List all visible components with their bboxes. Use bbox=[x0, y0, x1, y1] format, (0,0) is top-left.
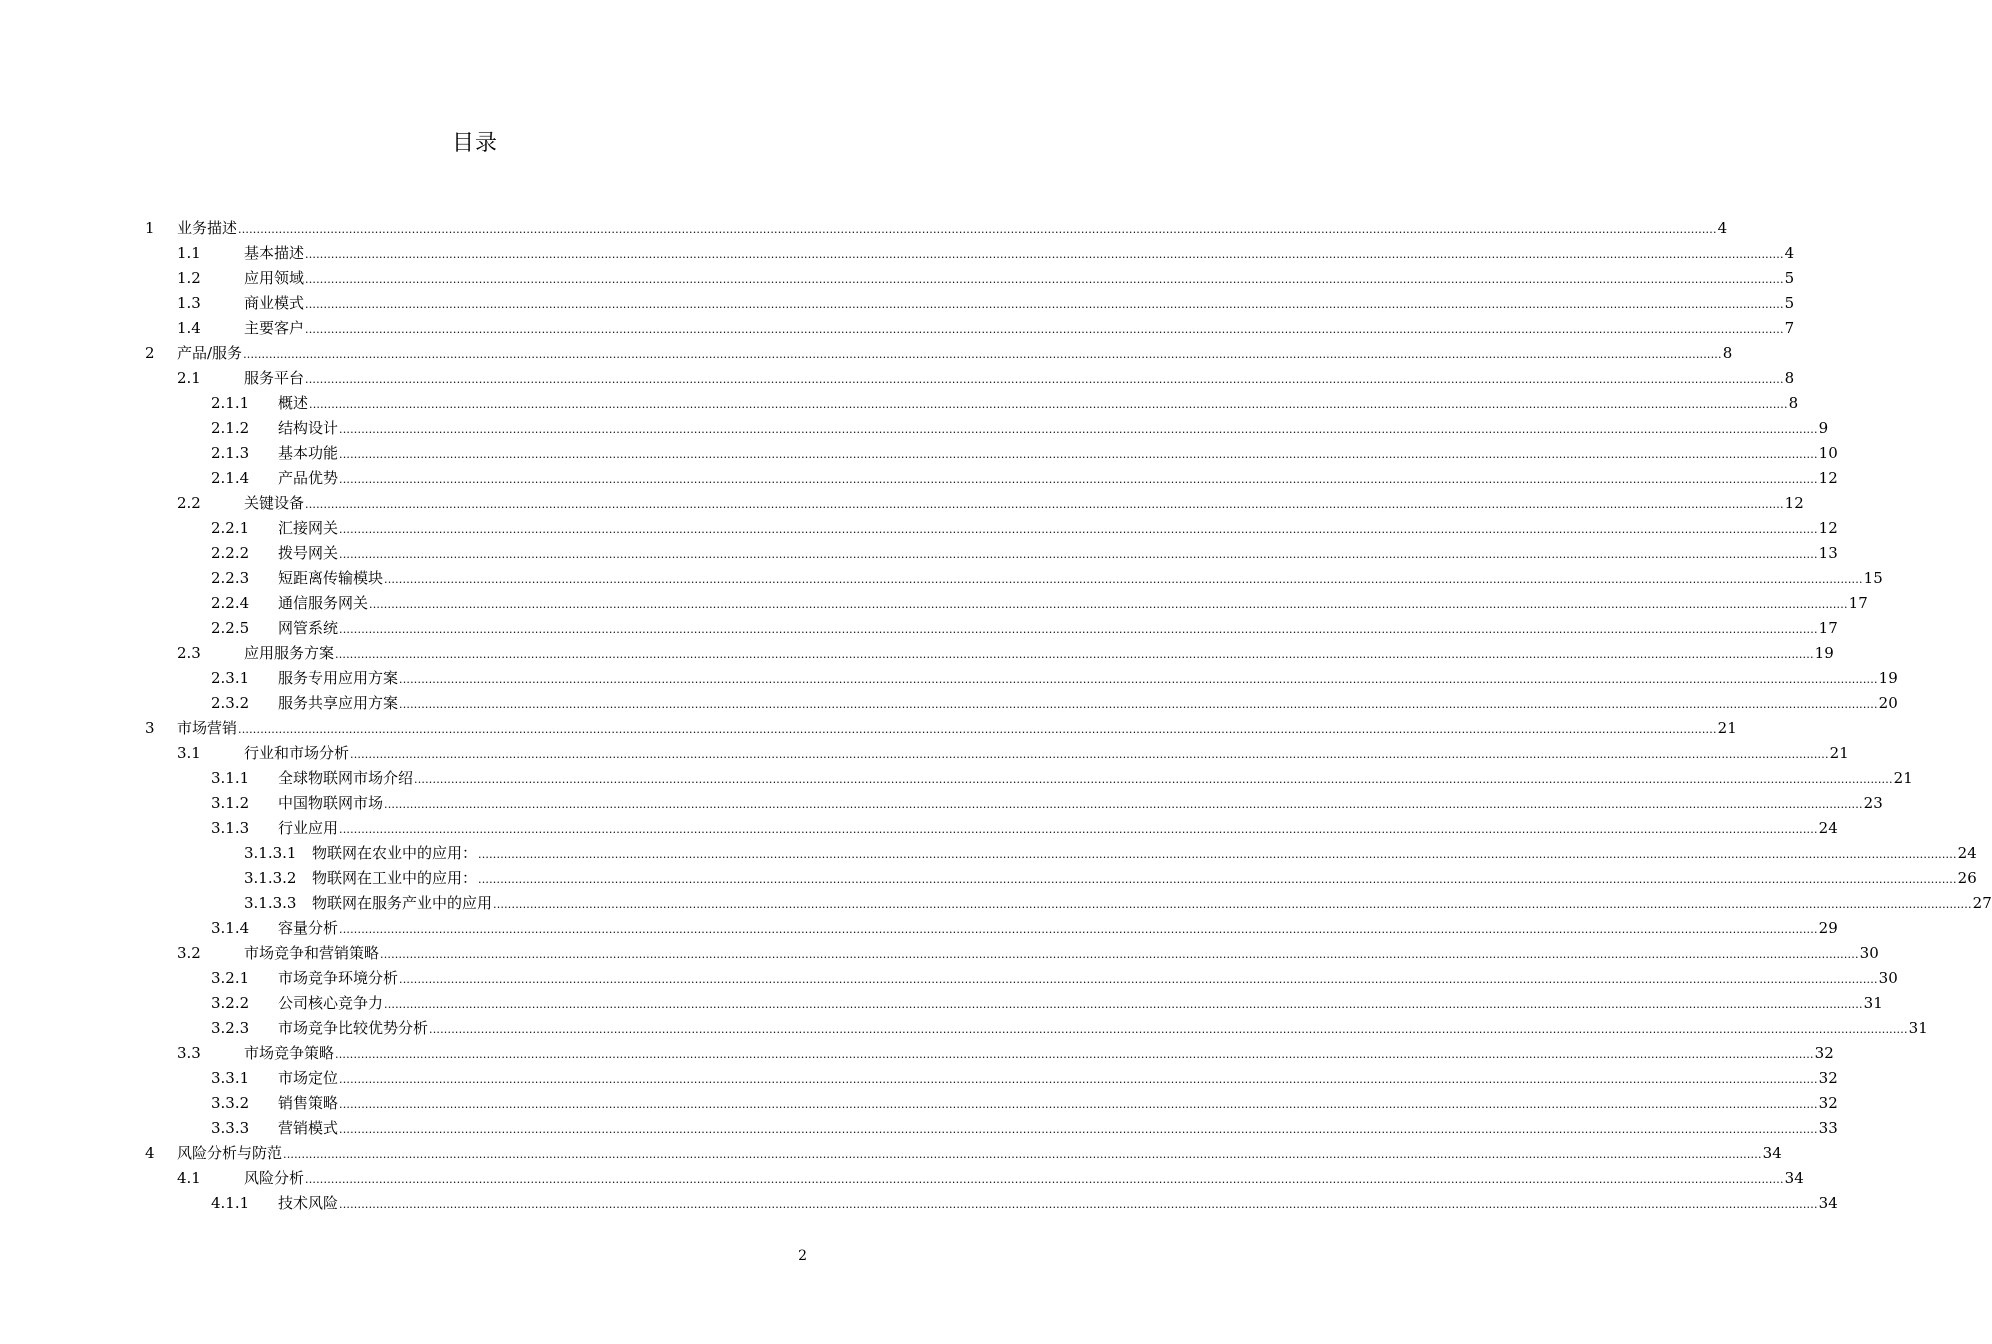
toc-entry-page: 30 bbox=[1859, 943, 1879, 962]
toc-dot-leader: ................................................................................................................................................................................................................................................................................................................................................................................................................ bbox=[339, 1122, 1818, 1136]
toc-entry-title: 风险分析与防范 bbox=[177, 1143, 283, 1162]
toc-entry-title: 市场营销 bbox=[177, 718, 238, 737]
toc-entry-number: 3.3.3 bbox=[211, 1119, 250, 1137]
toc-dot-leader: ................................................................................................................................................................................................................................................................................................................................................................................................................ bbox=[399, 972, 1878, 986]
toc-entry[interactable] bbox=[0, 616, 1838, 641]
toc-dot-leader: ................................................................................................................................................................................................................................................................................................................................................................................................................ bbox=[478, 847, 1957, 861]
toc-entry-number: 3.2.3 bbox=[211, 1019, 250, 1037]
toc-entry-page: 12 bbox=[1818, 468, 1838, 487]
toc-entry-page: 21 bbox=[1829, 743, 1849, 762]
page-title: 目录 bbox=[451, 131, 498, 156]
toc-entry-line bbox=[244, 491, 1804, 517]
toc-entry-page: 30 bbox=[1878, 968, 1898, 987]
toc-entry[interactable] bbox=[0, 391, 1799, 416]
toc-entry-number: 1.2 bbox=[177, 269, 201, 287]
toc-entry-number: 1 bbox=[145, 219, 155, 237]
toc-entry[interactable] bbox=[0, 416, 1829, 441]
toc-entry-number: 1.4 bbox=[177, 319, 201, 337]
toc-entry-title: 汇接网关 bbox=[278, 518, 339, 537]
toc-entry-line bbox=[244, 316, 1795, 342]
toc-entry-title: 行业应用 bbox=[278, 818, 339, 837]
toc-dot-leader: ................................................................................................................................................................................................................................................................................................................................................................................................................ bbox=[369, 597, 1848, 611]
toc-entry-line bbox=[278, 566, 1883, 592]
toc-entry-line bbox=[278, 391, 1799, 417]
toc-entry-page: 17 bbox=[1848, 593, 1868, 612]
toc-entry-page: 34 bbox=[1762, 1143, 1782, 1162]
toc-entry-page: 10 bbox=[1818, 443, 1838, 462]
toc-entry[interactable] bbox=[0, 291, 1795, 316]
toc-entry-number: 3.1.4 bbox=[211, 919, 250, 937]
toc-dot-leader: ................................................................................................................................................................................................................................................................................................................................................................................................................ bbox=[339, 472, 1818, 486]
toc-dot-leader: ................................................................................................................................................................................................................................................................................................................................................................................................................ bbox=[309, 397, 1788, 411]
toc-entry-number: 2.2 bbox=[177, 494, 201, 512]
toc-entry-number: 2.3.1 bbox=[211, 669, 250, 687]
toc-entry[interactable] bbox=[0, 466, 1838, 491]
toc-entry-title: 全球物联网市场介绍 bbox=[278, 768, 414, 787]
toc-entry-line bbox=[278, 1066, 1838, 1092]
toc-entry-page: 24 bbox=[1818, 818, 1838, 837]
toc-entry-title: 关键设备 bbox=[244, 493, 305, 512]
toc-entry-number: 3.2.1 bbox=[211, 969, 250, 987]
toc-entry-line bbox=[312, 841, 1977, 867]
toc-entry-line bbox=[177, 341, 1733, 367]
toc-entry-title: 行业和市场分析 bbox=[244, 743, 350, 762]
toc-entry[interactable] bbox=[0, 516, 1838, 541]
toc-entry[interactable] bbox=[0, 941, 1879, 966]
toc-entry-number: 2.3.2 bbox=[211, 694, 250, 712]
toc-entry-line bbox=[278, 616, 1838, 642]
toc-dot-leader: ................................................................................................................................................................................................................................................................................................................................................................................................................ bbox=[399, 672, 1878, 686]
toc-entry-number: 3.1.2 bbox=[211, 794, 250, 812]
toc-entry-line bbox=[177, 1141, 1782, 1167]
toc-entry-number: 3.1.3 bbox=[211, 819, 250, 837]
toc-entry-title: 容量分析 bbox=[278, 918, 339, 937]
toc-entry-page: 24 bbox=[1957, 843, 1977, 862]
toc-entry-page: 4 bbox=[1784, 243, 1795, 262]
toc-entry-title: 物联网在工业中的应用： bbox=[312, 868, 478, 887]
toc-dot-leader: ................................................................................................................................................................................................................................................................................................................................................................................................................ bbox=[305, 322, 1784, 336]
toc-entry-title: 产品优势 bbox=[278, 468, 339, 487]
toc-entry-title: 基本功能 bbox=[278, 443, 339, 462]
toc-entry-line bbox=[278, 591, 1868, 617]
toc-entry-number: 3.1 bbox=[177, 744, 201, 762]
toc-entry-number: 2.2.4 bbox=[211, 594, 250, 612]
toc-entry-title: 物联网在农业中的应用： bbox=[312, 843, 478, 862]
toc-entry-line bbox=[278, 1116, 1838, 1142]
toc-entry-line bbox=[278, 666, 1898, 692]
toc-entry-page: 26 bbox=[1957, 868, 1977, 887]
toc-entry-title: 服务共享应用方案 bbox=[278, 693, 399, 712]
toc-entry-page: 8 bbox=[1722, 343, 1733, 362]
toc-entry[interactable] bbox=[0, 716, 1737, 741]
toc-entry-page: 17 bbox=[1818, 618, 1838, 637]
toc-entry-title: 市场竞争环境分析 bbox=[278, 968, 399, 987]
toc-entry-number: 3.3.2 bbox=[211, 1094, 250, 1112]
toc-entry[interactable] bbox=[0, 341, 1733, 366]
toc-entry-line bbox=[278, 991, 1883, 1017]
toc-dot-leader: ................................................................................................................................................................................................................................................................................................................................................................................................................ bbox=[339, 922, 1818, 936]
page-number: 2 bbox=[798, 1248, 807, 1264]
toc-dot-leader: ................................................................................................................................................................................................................................................................................................................................................................................................................ bbox=[238, 722, 1717, 736]
toc-dot-leader: ................................................................................................................................................................................................................................................................................................................................................................................................................ bbox=[478, 872, 1957, 886]
toc-entry[interactable] bbox=[0, 666, 1898, 691]
toc-entry-title: 中国物联网市场 bbox=[278, 793, 384, 812]
toc-entry[interactable] bbox=[0, 241, 1795, 266]
toc-entry-page: 19 bbox=[1814, 643, 1834, 662]
toc-entry[interactable] bbox=[0, 266, 1795, 291]
toc-entry-page: 32 bbox=[1814, 1043, 1834, 1062]
toc-entry-number: 2.2.3 bbox=[211, 569, 250, 587]
toc-entry-line bbox=[244, 241, 1795, 267]
toc-entry-line bbox=[278, 1016, 1928, 1042]
toc-dot-leader: ................................................................................................................................................................................................................................................................................................................................................................................................................ bbox=[384, 997, 1863, 1011]
toc-entry-page: 29 bbox=[1818, 918, 1838, 937]
toc-dot-leader: ................................................................................................................................................................................................................................................................................................................................................................................................................ bbox=[384, 797, 1863, 811]
toc-dot-leader: ................................................................................................................................................................................................................................................................................................................................................................................................................ bbox=[429, 1022, 1908, 1036]
toc-entry-line bbox=[244, 641, 1834, 667]
toc-entry-line bbox=[278, 916, 1838, 942]
toc-entry-line bbox=[278, 1091, 1838, 1117]
toc-entry-number: 3.1.3.1 bbox=[244, 844, 297, 862]
toc-entry[interactable] bbox=[0, 441, 1838, 466]
toc-entry-page: 32 bbox=[1818, 1093, 1838, 1112]
toc-entry-line bbox=[278, 766, 1913, 792]
toc-dot-leader: ................................................................................................................................................................................................................................................................................................................................................................................................................ bbox=[350, 747, 1829, 761]
toc-entry-page: 32 bbox=[1818, 1068, 1838, 1087]
toc-entry-number: 3.2.2 bbox=[211, 994, 250, 1012]
toc-entry-title: 服务专用应用方案 bbox=[278, 668, 399, 687]
toc-dot-leader: ................................................................................................................................................................................................................................................................................................................................................................................................................ bbox=[339, 447, 1818, 461]
toc-entry-line bbox=[244, 1041, 1834, 1067]
toc-entry[interactable] bbox=[0, 316, 1795, 341]
toc-entry-page: 34 bbox=[1784, 1168, 1804, 1187]
toc-entry-page: 27 bbox=[1972, 893, 1992, 912]
toc-entry-line bbox=[244, 1166, 1804, 1192]
toc-entry-number: 1.1 bbox=[177, 244, 201, 262]
toc-dot-leader: ................................................................................................................................................................................................................................................................................................................................................................................................................ bbox=[339, 522, 1818, 536]
toc-entry-page: 20 bbox=[1878, 693, 1898, 712]
toc-entry-line bbox=[278, 416, 1829, 442]
toc-entry-page: 21 bbox=[1893, 768, 1913, 787]
toc-entry[interactable] bbox=[0, 1166, 1804, 1191]
toc-entry-title: 销售策略 bbox=[278, 1093, 339, 1112]
toc-entry-number: 4.1.1 bbox=[211, 1194, 250, 1212]
toc-entry-title: 业务描述 bbox=[177, 218, 238, 237]
toc-entry-page: 15 bbox=[1863, 568, 1883, 587]
toc-dot-leader: ................................................................................................................................................................................................................................................................................................................................................................................................................ bbox=[335, 647, 1814, 661]
toc-entry[interactable] bbox=[0, 541, 1838, 566]
toc-dot-leader: ................................................................................................................................................................................................................................................................................................................................................................................................................ bbox=[493, 897, 1972, 911]
toc-entry-title: 主要客户 bbox=[244, 318, 305, 337]
toc-entry-page: 21 bbox=[1717, 718, 1737, 737]
toc-entry-page: 13 bbox=[1818, 543, 1838, 562]
toc-entry[interactable] bbox=[0, 916, 1838, 941]
toc-dot-leader: ................................................................................................................................................................................................................................................................................................................................................................................................................ bbox=[339, 1197, 1818, 1211]
toc-entry-title: 应用服务方案 bbox=[244, 643, 335, 662]
toc-dot-leader: ................................................................................................................................................................................................................................................................................................................................................................................................................ bbox=[339, 422, 1818, 436]
toc-entry-page: 34 bbox=[1818, 1193, 1838, 1212]
toc-entry[interactable] bbox=[0, 1116, 1838, 1141]
toc-entry[interactable] bbox=[0, 1066, 1838, 1091]
toc-dot-leader: ................................................................................................................................................................................................................................................................................................................................................................................................................ bbox=[305, 372, 1784, 386]
toc-dot-leader: ................................................................................................................................................................................................................................................................................................................................................................................................................ bbox=[384, 572, 1863, 586]
toc-dot-leader: ................................................................................................................................................................................................................................................................................................................................................................................................................ bbox=[335, 1047, 1814, 1061]
toc-entry[interactable] bbox=[0, 691, 1898, 716]
toc-entry-title: 市场竞争比较优势分析 bbox=[278, 1018, 429, 1037]
toc-entry-number: 4.1 bbox=[177, 1169, 201, 1187]
toc-entry-line bbox=[278, 466, 1838, 492]
toc-entry-line bbox=[278, 1191, 1838, 1217]
toc-entry-title: 市场竞争和营销策略 bbox=[244, 943, 380, 962]
toc-dot-leader: ................................................................................................................................................................................................................................................................................................................................................................................................................ bbox=[339, 822, 1818, 836]
toc-entry-title: 公司核心竞争力 bbox=[278, 993, 384, 1012]
toc-entry-number: 1.3 bbox=[177, 294, 201, 312]
toc-entry-title: 应用领域 bbox=[244, 268, 305, 287]
toc-entry-title: 短距离传输模块 bbox=[278, 568, 384, 587]
toc-entry-number: 4 bbox=[145, 1144, 155, 1162]
toc-entry-number: 2.1.3 bbox=[211, 444, 250, 462]
toc-entry[interactable] bbox=[0, 216, 1728, 241]
toc-entry[interactable] bbox=[0, 1041, 1834, 1066]
toc-entry-line bbox=[278, 791, 1883, 817]
toc-entry-title: 网管系统 bbox=[278, 618, 339, 637]
toc-entry-number: 3.2 bbox=[177, 944, 201, 962]
toc-entry-page: 8 bbox=[1784, 368, 1795, 387]
toc-entry-number: 2.1 bbox=[177, 369, 201, 387]
toc-entry[interactable] bbox=[0, 641, 1834, 666]
toc-entry-line bbox=[312, 866, 1977, 892]
toc-entry-page: 23 bbox=[1863, 793, 1883, 812]
toc-dot-leader: ................................................................................................................................................................................................................................................................................................................................................................................................................ bbox=[339, 1097, 1818, 1111]
toc-dot-leader: ................................................................................................................................................................................................................................................................................................................................................................................................................ bbox=[414, 772, 1893, 786]
toc-dot-leader: ................................................................................................................................................................................................................................................................................................................................................................................................................ bbox=[305, 1172, 1784, 1186]
toc-entry[interactable] bbox=[0, 741, 1849, 766]
toc-entry-line bbox=[244, 741, 1849, 767]
toc-dot-leader: ................................................................................................................................................................................................................................................................................................................................................................................................................ bbox=[380, 947, 1859, 961]
toc-entry-page: 9 bbox=[1818, 418, 1829, 437]
toc-dot-leader: ................................................................................................................................................................................................................................................................................................................................................................................................................ bbox=[238, 222, 1717, 236]
toc-entry-title: 市场定位 bbox=[278, 1068, 339, 1087]
toc-entry-line bbox=[312, 891, 1992, 917]
table-of-contents bbox=[0, 216, 1992, 1216]
toc-entry-page: 19 bbox=[1878, 668, 1898, 687]
toc-entry-title: 产品/服务 bbox=[177, 343, 243, 362]
toc-entry-line bbox=[177, 216, 1728, 242]
toc-entry-page: 5 bbox=[1784, 293, 1795, 312]
toc-entry-number: 2.2.5 bbox=[211, 619, 250, 637]
toc-dot-leader: ................................................................................................................................................................................................................................................................................................................................................................................................................ bbox=[283, 1147, 1762, 1161]
toc-entry[interactable] bbox=[0, 991, 1883, 1016]
toc-entry[interactable] bbox=[0, 566, 1883, 591]
toc-entry[interactable] bbox=[0, 1091, 1838, 1116]
toc-dot-leader: ................................................................................................................................................................................................................................................................................................................................................................................................................ bbox=[399, 697, 1878, 711]
toc-dot-leader: ................................................................................................................................................................................................................................................................................................................................................................................................................ bbox=[305, 297, 1784, 311]
toc-entry-page: 4 bbox=[1717, 218, 1728, 237]
toc-entry[interactable] bbox=[0, 966, 1898, 991]
toc-entry-number: 2 bbox=[145, 344, 155, 362]
toc-entry-number: 2.2.1 bbox=[211, 519, 250, 537]
toc-entry-line bbox=[278, 516, 1838, 542]
toc-entry[interactable] bbox=[0, 766, 1913, 791]
toc-dot-leader: ................................................................................................................................................................................................................................................................................................................................................................................................................ bbox=[243, 347, 1722, 361]
toc-entry-line bbox=[244, 366, 1795, 392]
toc-entry-number: 2.2.2 bbox=[211, 544, 250, 562]
toc-entry[interactable] bbox=[0, 491, 1804, 516]
toc-entry[interactable] bbox=[0, 791, 1883, 816]
toc-entry-page: 31 bbox=[1863, 993, 1883, 1012]
toc-entry-title: 拨号网关 bbox=[278, 543, 339, 562]
toc-entry-title: 服务平台 bbox=[244, 368, 305, 387]
toc-entry-line bbox=[278, 541, 1838, 567]
toc-entry-number: 3 bbox=[145, 719, 155, 737]
toc-entry-number: 2.1.1 bbox=[211, 394, 250, 412]
toc-entry[interactable] bbox=[0, 866, 1977, 891]
toc-entry-line bbox=[244, 266, 1795, 292]
toc-dot-leader: ................................................................................................................................................................................................................................................................................................................................................................................................................ bbox=[339, 622, 1818, 636]
toc-entry[interactable] bbox=[0, 841, 1977, 866]
toc-entry-title: 结构设计 bbox=[278, 418, 339, 437]
toc-dot-leader: ................................................................................................................................................................................................................................................................................................................................................................................................................ bbox=[305, 272, 1784, 286]
toc-entry-line bbox=[244, 941, 1879, 967]
toc-entry-title: 市场竞争策略 bbox=[244, 1043, 335, 1062]
toc-entry-line bbox=[278, 441, 1838, 467]
toc-dot-leader: ................................................................................................................................................................................................................................................................................................................................................................................................................ bbox=[339, 547, 1818, 561]
toc-entry[interactable] bbox=[0, 366, 1795, 391]
toc-entry-number: 3.1.3.3 bbox=[244, 894, 297, 912]
toc-entry[interactable] bbox=[0, 1191, 1838, 1216]
toc-entry-number: 2.1.2 bbox=[211, 419, 250, 437]
toc-entry-title: 商业模式 bbox=[244, 293, 305, 312]
toc-dot-leader: ................................................................................................................................................................................................................................................................................................................................................................................................................ bbox=[305, 247, 1784, 261]
toc-dot-leader: ................................................................................................................................................................................................................................................................................................................................................................................................................ bbox=[305, 497, 1784, 511]
toc-entry-page: 5 bbox=[1784, 268, 1795, 287]
toc-entry[interactable] bbox=[0, 1016, 1928, 1041]
toc-entry-line bbox=[244, 291, 1795, 317]
toc-entry[interactable] bbox=[0, 816, 1838, 841]
toc-entry-title: 营销模式 bbox=[278, 1118, 339, 1137]
toc-entry-number: 2.3 bbox=[177, 644, 201, 662]
toc-entry-page: 8 bbox=[1788, 393, 1799, 412]
toc-dot-leader: ................................................................................................................................................................................................................................................................................................................................................................................................................ bbox=[339, 1072, 1818, 1086]
toc-entry-title: 风险分析 bbox=[244, 1168, 305, 1187]
toc-entry-number: 3.1.3.2 bbox=[244, 869, 297, 887]
toc-entry-line bbox=[278, 816, 1838, 842]
toc-entry-number: 2.1.4 bbox=[211, 469, 250, 487]
toc-entry-title: 基本描述 bbox=[244, 243, 305, 262]
toc-entry-page: 31 bbox=[1908, 1018, 1928, 1037]
toc-entry[interactable] bbox=[0, 891, 1992, 916]
toc-entry-title: 通信服务网关 bbox=[278, 593, 369, 612]
toc-entry-title: 概述 bbox=[278, 393, 309, 412]
toc-entry-number: 3.3 bbox=[177, 1044, 201, 1062]
toc-entry-page: 7 bbox=[1784, 318, 1795, 337]
toc-entry[interactable] bbox=[0, 1141, 1782, 1166]
toc-entry[interactable] bbox=[0, 591, 1868, 616]
toc-entry-number: 3.1.1 bbox=[211, 769, 250, 787]
toc-entry-title: 物联网在服务产业中的应用 bbox=[312, 893, 493, 912]
toc-entry-page: 33 bbox=[1818, 1118, 1838, 1137]
toc-entry-line bbox=[278, 966, 1898, 992]
toc-entry-line bbox=[177, 716, 1737, 742]
toc-entry-line bbox=[278, 691, 1898, 717]
toc-entry-title: 技术风险 bbox=[278, 1193, 339, 1212]
toc-entry-page: 12 bbox=[1784, 493, 1804, 512]
toc-entry-page: 12 bbox=[1818, 518, 1838, 537]
toc-entry-number: 3.3.1 bbox=[211, 1069, 250, 1087]
